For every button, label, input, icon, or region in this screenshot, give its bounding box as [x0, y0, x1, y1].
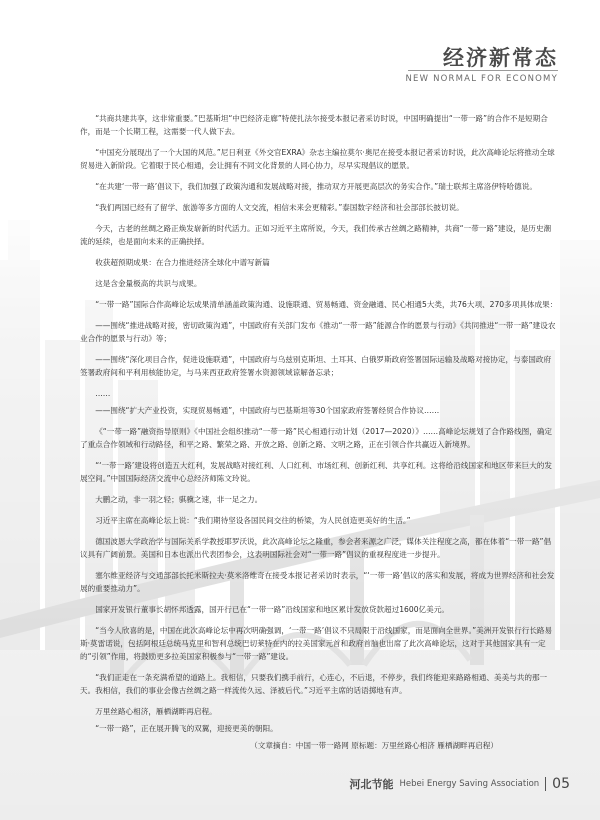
title-divider: [408, 70, 558, 71]
list-item: ——围绕“深化项目合作，促进设施联通”，中国政府与乌兹别克斯坦、土耳其、白俄罗斯政府签署国际运输及战略对接协定，与泰国政府签署政府间和平利用核能协定，与马来西亚政府签署水资源领域谅解备忘录；: [80, 355, 552, 377]
section-title: 经济新常态: [443, 46, 558, 70]
paragraph: 今天，古老的丝绸之路正焕发崭新的时代活力。正如习近平主席所说，今天，我们传承古丝绸之路精神，共商“一带一路”建设，是历史潮流的延续，也是面向未来的正确抉择。: [80, 224, 552, 246]
paragraph: “中国充分展现出了一个大国的风范。”尼日利亚《外交官EXRA》杂志主编拉莫尔·奥尼在接受本报记者采访时说，此次高峰论坛将推动全球贸易进入新阶段。它着眼于民心相通，会让拥有不同文化背景的人同心协力，尽早实现倡议的愿景。: [80, 148, 555, 170]
paragraph: “当今人欣喜的是，中国在此次高峰论坛中再次明确强调，‘一带一路’倡议不只局限于沿线国家，而是面向全世界。”美洲开发银行行长路易斯·莫雷诺说，包括阿根廷总统马克里和智利总统巴切莱特在内的拉美国家元首和政府首脑也出席了此次高峰论坛，这对于其他国家具有一定的“引领”作用，将鼓励更多拉美国家积极参与“一带一路”建设。: [80, 626, 553, 661]
list-item: ——围绕“扩大产业投资，实现贸易畅通”，中国政府与巴基斯坦等30个国家政府签署经贸合作协议……: [95, 406, 440, 415]
paragraph: “一带一路”国际合作高峰论坛成果清单涵盖政策沟通、设施联通、贸易畅通、资金融通、民心相通5大类，共76大项、270多项具体成果：: [95, 300, 558, 309]
page-footer: [350, 776, 570, 792]
list-item: ——围绕“推进战略对接，密切政策沟通”，中国政府有关部门发布《推动“一带一路”能源合作的愿景与行动》《共同推进“一带一路”建设农业合作的愿景与行动》等；: [80, 321, 556, 343]
publisher-name-cn: 河北节能: [349, 778, 394, 791]
paragraph: “我们正走在一条充满希望的道路上。我相信，只要我们携手前行，心连心，不后退，不停步，我们终能迎来路路相通、美美与共的那一天。我相信，我们的事业会像古丝绸之路一样流传久远、泽被后代。”习近平主席的话语掷地有声。: [80, 673, 548, 695]
ellipsis: ……: [95, 389, 111, 398]
paragraph: 大鹏之动，非一羽之轻；骐骥之速，非一足之力。: [95, 495, 263, 504]
section-subtitle: NEW NORMAL FOR ECONOMY: [405, 74, 558, 84]
paragraph: “共商共建共享，这非常重要。”巴基斯坦“中巴经济走廊”特使扎法尔接受本报记者采访时说，中国明确提出“一带一路”的合作不是短期合作，而是一个长期工程，这需要一代人做下去。: [80, 114, 548, 136]
paragraph: 国家开发银行董事长胡怀邦透露，国开行已在“一带一路”沿线国家和地区累计发放贷款超过1600亿美元。: [95, 605, 449, 614]
paragraph: 万里丝路心相济，雁栖湖畔再启程。: [95, 707, 217, 716]
paragraph: “我们两国已经有了留学、旅游等多方面的人文交流，相信未来会更精彩。”泰国数字经济和社会部部长披切说。: [95, 203, 464, 212]
paragraph: 习近平主席在高峰论坛上说：“我们期待坚设各国民间交往的桥梁，为人民创造更美好的生活。”: [95, 516, 411, 525]
paragraph: “在共建‘一带一路’倡议下，我们加强了政策沟通和发展战略对接，推动双方开展更高层次的务实合作。”瑞士联邦主席洛伊特哈德说。: [95, 182, 537, 191]
article-source: （文章摘自：中国一带一路网 原标题：万里丝路心相济 雁栖湖畔再启程）: [250, 741, 498, 750]
footer-divider: [545, 777, 546, 791]
paragraph: 塞尔维亚经济与交通部部长托米斯拉夫·莫米洛维奇在接受本报记者采访时表示，“‘一带一路’倡议的落实和发展，将成为世界经济和社会发展的重要推动力”。: [80, 571, 555, 593]
publisher-name-en: Hebei Energy Saving Association: [399, 779, 540, 789]
paragraph: “一带一路”，正在展开腾飞的双翼，迎接更美的朝阳。: [95, 724, 278, 733]
paragraph: “‘一带一路’建设将创造五大红利，发展战略对接红利、人口红利、市场红利、创新红利、共享红利。这将给沿线国家和地区带来巨大的发展空间。”中国国际经济交流中心总经济师陈文玲说。: [80, 461, 552, 483]
page-number: 05: [552, 776, 570, 792]
article-body: [80, 112, 558, 760]
paragraph: 这是含金量极高的共识与成果。: [95, 279, 202, 288]
subheading: 收获超预期成果：在合力推进经济全球化中谱写新篇: [95, 258, 270, 267]
paragraph: 《“一带一路”融资指导原则》《中国社会组织推动“一带一路”民心相通行动计划（2017—2020）》……高峰论坛规划了合作路线图，确定了重点合作领域和行动路径，和平之路、繁荣之路、开放之路、创新之路、文明之路，正在引领合作共赢迈入新境界。: [80, 427, 553, 449]
paragraph: 德国波恩大学政治学与国际关系学教授耶罗沃说，此次高峰论坛之隆重，参会者来源之广泛，媒体关注程度之高，都在体着“一带一路”倡议具有广阔前景。美国和日本也派出代表团参会，这表明国际社会对“一带一路”倡议的重视程度进一步提升。: [80, 537, 552, 559]
